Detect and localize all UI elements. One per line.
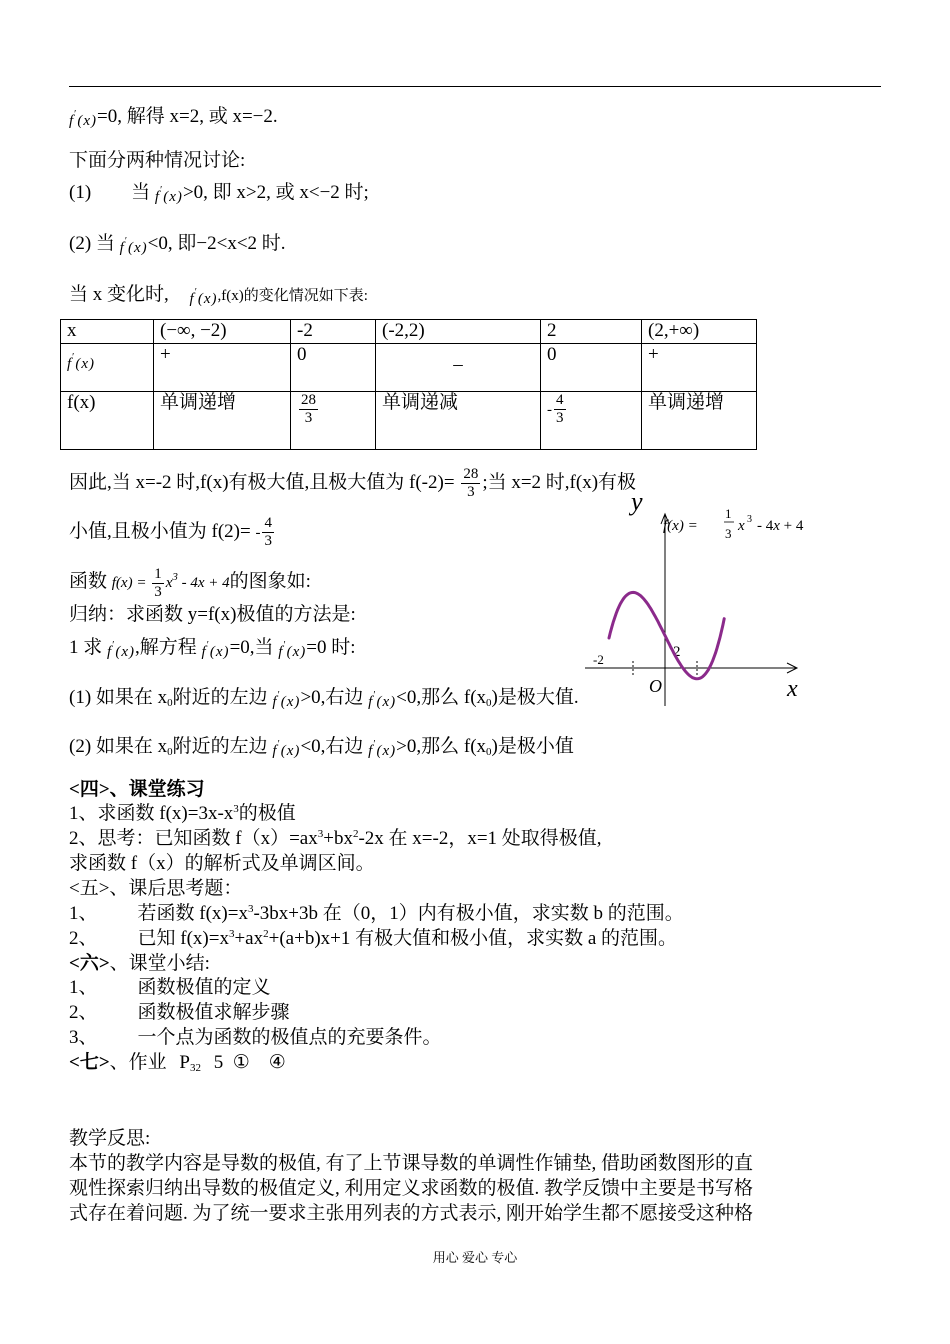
line-root [69, 100, 278, 130]
list-number: 2、 [69, 928, 98, 949]
text: (2) 如果在 x [69, 736, 168, 757]
table-cell [291, 392, 376, 450]
line-summary: 归纳：求函数 y=f(x)极值的方法是: [69, 604, 356, 625]
text: <六> [69, 953, 110, 974]
text: =0 时: [306, 637, 356, 658]
reflection-title: 教学反思: [69, 1128, 151, 1149]
text: =0,当 [229, 637, 274, 658]
text: -2x 在 x=-2，x=1 处取得极值, [358, 828, 602, 849]
graph-formula [663, 506, 804, 541]
line-case1 [69, 176, 369, 206]
line-conclusion2 [69, 515, 276, 550]
superscript: 3 [233, 803, 239, 815]
section6-item [69, 1001, 290, 1025]
text: 1 求 [69, 637, 103, 658]
text: P [179, 1052, 190, 1073]
text: 附近的左边 [172, 687, 268, 708]
derivative-expr: f′(x) [119, 236, 148, 256]
fraction-min [554, 392, 566, 427]
origin-label: O [649, 676, 662, 696]
line-discuss: 下面分两种情况讨论: [69, 150, 246, 171]
text: +bx [323, 828, 353, 849]
section7-homework [69, 1051, 286, 1075]
text: =0, 解得 x=2, 或 x=−2. [97, 106, 278, 127]
text: 函数极值求解步骤 [137, 1002, 290, 1023]
derivative-expr: f′(x) [107, 640, 136, 660]
section6-item [69, 1026, 442, 1050]
header-rule [69, 86, 881, 87]
denominator: 3 [264, 533, 272, 549]
text: (1) [69, 182, 92, 203]
table-cell: 0 [291, 344, 376, 392]
text: 一个点为函数的极值点的充要条件。 [137, 1027, 442, 1048]
text: <0,右边 [300, 736, 364, 757]
table-cell: + [154, 344, 291, 392]
list-number: 1、 [69, 977, 98, 998]
text: 附近的左边 [172, 736, 268, 757]
svg-text:x: x [738, 518, 745, 534]
text: (2) 当 [69, 233, 115, 254]
section5-item1: 1、 若函数 $f(x)=x^3-3bx+3b$ 在（0，1）内有极小值，求实数 b 的范围。 [69, 903, 684, 924]
table-cell: + [642, 344, 757, 392]
text: 5 ① ④ [213, 1052, 286, 1073]
table-cell: – [376, 344, 541, 392]
line-when [69, 278, 368, 308]
text: <0, 即−2<x<2 时. [147, 233, 286, 254]
table-cell: x [61, 320, 154, 344]
numerator: 4 [556, 392, 564, 408]
text: -3bx+3b 在（0，1）内有极小值，求实数 b 的范围。 [253, 903, 684, 924]
denominator: 3 [467, 484, 475, 500]
reflection-p3: 式存在着问题. 为了统一要求主张用列表的方式表示, 刚开始学生都不愿接受这种格 [69, 1203, 754, 1224]
table-cell: 2 [541, 320, 642, 344]
numerator: 4 [264, 515, 272, 531]
table-cell [61, 344, 154, 392]
function-graph [575, 484, 835, 714]
y-axis-label: y [631, 487, 643, 516]
derivative-expr: f′(x) [368, 690, 397, 710]
svg-text:3: 3 [725, 526, 732, 541]
table-cell: -2 [291, 320, 376, 344]
table-cell: 单调递减 [376, 392, 541, 450]
fraction-max [299, 392, 318, 427]
derivative-expr: f′(x) [368, 739, 397, 759]
svg-text:- 4x + 4: - 4x + 4 [757, 518, 804, 534]
variation-table [60, 319, 757, 450]
section4-item2: 2、思考：已知函数 $f(x)=ax^3+bx^2-2x$ 在 x=-2，x=1 处取得极值, [69, 828, 602, 849]
minus-sign: - [547, 401, 552, 418]
list-number: 3、 [69, 1027, 98, 1048]
list-number: 2、 [69, 1002, 98, 1023]
denominator: 3 [304, 410, 313, 426]
derivative-expr: f′(x) [201, 640, 230, 660]
text: (1) 如果在 x [69, 687, 168, 708]
section4-item1 [69, 802, 296, 826]
line-conclusion [69, 466, 636, 501]
reflection-p2: 观性探索归纳出导数的极值定义, 利用定义求函数的极值. 教学反馈中主要是书写格 [69, 1178, 754, 1199]
text: 若函数 f(x)=x [137, 903, 248, 924]
table-cell: (2,+∞) [642, 320, 757, 344]
pos2-label: 2 [673, 644, 681, 660]
text: 因此,当 x=-2 时,f(x)有极大值,且极大值为 f(-2)= [69, 471, 455, 493]
line-function [69, 566, 311, 601]
text: 、作业 [109, 1052, 167, 1073]
text: +ax [234, 928, 264, 949]
list-number: 1、 [69, 903, 98, 924]
table-cell [541, 392, 642, 450]
text: 函数 [69, 570, 108, 592]
text: 当 x 变化时, [69, 284, 169, 305]
derivative-expr: f′(x) [272, 739, 301, 759]
derivative-expr: f′(x) [154, 185, 183, 205]
text: 1、求函数 f(x)=3x-x [69, 803, 234, 824]
text: )是极大值. [491, 687, 579, 708]
line-max-rule: (1) 如果在 $x_0$附近的左边 f′(x)>0,右边 f′(x)<0,那么 $f(x_0)$是极大值. [69, 687, 579, 710]
numerator: 28 [301, 392, 316, 408]
table-cell: 单调递增 [154, 392, 291, 450]
table-cell: f(x) [61, 392, 154, 450]
table-cell: 0 [541, 344, 642, 392]
denominator: 3 [556, 410, 564, 426]
text: ;当 x=2 时,f(x)有极 [482, 471, 637, 493]
text: 已知 f(x)=x [137, 928, 229, 949]
text: >0,那么 f(x [396, 736, 487, 757]
text: 、课堂小结: [109, 953, 210, 974]
text: +(a+b)x+1 有极大值和极小值，求实数 a 的范围。 [268, 928, 678, 949]
text: ,解方程 [135, 637, 197, 658]
text: 当 [131, 182, 151, 203]
section6-heading [69, 952, 210, 976]
function-curve [609, 592, 724, 678]
derivative-expr: f′(x) [69, 109, 98, 129]
minus-sign: - [255, 524, 261, 541]
section4-heading: <四>、课堂练习 [69, 779, 205, 800]
text: 小值,且极小值为 f(2)= [69, 520, 251, 542]
section4-item2-cont: 求函数 f（x）的解析式及单调区间。 [69, 853, 375, 874]
text: >0,右边 [300, 687, 364, 708]
text: )是极小值 [491, 736, 574, 757]
derivative-expr: f′(x) [189, 287, 218, 307]
numerator: 28 [463, 466, 479, 482]
text: 的极值 [238, 803, 296, 824]
section5-heading: <五>、课后思考题： [69, 878, 243, 899]
text: <七> [69, 1052, 110, 1073]
page-footer: 用心 爱心 专心 [432, 1250, 518, 1265]
derivative-expr: f′(x) [278, 640, 307, 660]
svg-text:1: 1 [725, 506, 732, 521]
text: 函数极值的定义 [137, 977, 271, 998]
line-step1 [69, 631, 356, 661]
svg-text:3: 3 [747, 514, 752, 525]
table-cell: (-2,2) [376, 320, 541, 344]
x-axis-label: x [787, 676, 798, 702]
subscript: 32 [190, 1062, 201, 1074]
text: 2、思考：已知函数 f（x）=ax [69, 828, 318, 849]
section5-item2: 2、 已知 $f(x)=x^3+ax^2+(a+b)x+1$ 有极大值和极小值，求实数 a 的范围。 [69, 928, 678, 949]
reflection-p1: 本节的教学内容是导数的极值, 有了上节课导数的单调性作铺垫, 借助函数图形的直 [69, 1153, 754, 1174]
table-row [61, 392, 757, 450]
derivative-expr: f′(x) [272, 690, 301, 710]
section6-item [69, 976, 271, 1000]
function-formula: f(x) = $\frac{1}{3}$ $x^3 - 4x + 4$ [111, 566, 230, 600]
line-min-rule: (2) 如果在 $x_0$附近的左边 f′(x)<0,右边 f′(x)>0,那么 $f(x_0)$是极小值 [69, 736, 574, 759]
table-row [61, 320, 757, 344]
text: >0, 即 x>2, 或 x<−2 时; [182, 182, 369, 203]
text: 的图象如: [229, 570, 311, 592]
fraction-max [461, 466, 480, 501]
derivative-expr: f′(x) [67, 352, 96, 372]
text: ,f(x)的变化情况如下表: [217, 288, 368, 304]
table-cell: 单调递增 [642, 392, 757, 450]
neg2-label: -2 [593, 652, 604, 667]
text: <0,那么 f(x [396, 687, 487, 708]
line-case2 [69, 227, 286, 257]
table-cell: (−∞, −2) [154, 320, 291, 344]
table-row [61, 344, 757, 392]
fraction-min [262, 515, 274, 550]
svg-text:f(x) =: f(x) = [663, 518, 698, 534]
